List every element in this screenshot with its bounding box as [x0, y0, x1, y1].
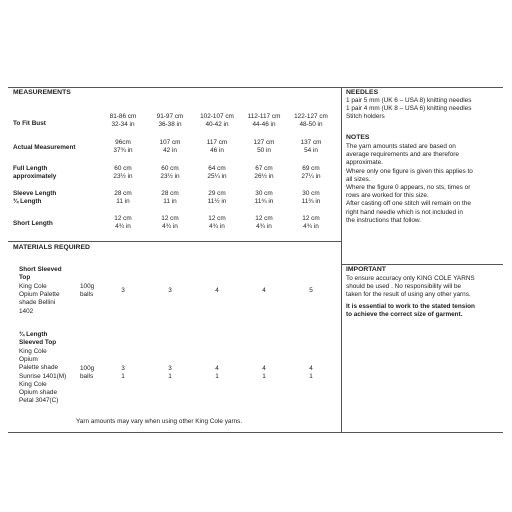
cell: 69 cm 27¼ in — [301, 165, 321, 181]
cell: 12 cm 4¾ in — [255, 215, 273, 231]
cell: 5 — [309, 287, 313, 294]
cell: 122-127 cm 48-50 in — [294, 113, 328, 129]
cell: 28 cm 11 in — [114, 190, 132, 206]
notes-text: The yarn amounts stated are based on average requirements and are therefore approximate. Where only one figure is given this applies to all sizes. Where the figure 0 appears, no sts, times or rows are worked for this size. After casting off one stitch will remain on the right hand needle which is not included in the instructions that follow. — [346, 143, 473, 224]
cell: 12 cm 4¾ in — [208, 215, 226, 231]
short-sleeve-title: Short Sleeved Top — [19, 266, 62, 282]
needles-text: 1 pair 5 mm (UK 6 – USA 8) knitting needles 1 pair 4 mm (UK 8 – USA 6) knitting needles Stitch holders — [346, 97, 472, 121]
top-rule — [8, 87, 503, 88]
cell: 81-86 cm 32-34 in — [109, 113, 137, 129]
important-heading: IMPORTANT — [346, 266, 386, 273]
cell: 127 cm 50 in — [253, 139, 275, 155]
cell: 30 cm 11¾ in — [301, 190, 321, 206]
cell: 4 1 — [309, 365, 313, 381]
column-divider — [341, 87, 342, 433]
row-label: Short Length — [13, 220, 53, 227]
cell: 91-97 cm 36-38 in — [156, 113, 184, 129]
cell: 4 — [215, 287, 219, 294]
cell: 102-107 cm 40-42 in — [200, 113, 234, 129]
cell: 4 1 — [215, 365, 219, 381]
cell: 64 cm 25¼ in — [207, 165, 227, 181]
materials-divider — [8, 241, 341, 242]
cell: 96cm 37¾ in — [113, 139, 133, 155]
cell: 30 cm 11¾ in — [254, 190, 274, 206]
cell: 12 cm 4¾ in — [161, 215, 179, 231]
three-quarter-sleeve-yarn: King Cole Opium Palette shade Sunrise 1401(M) King Cole Opium shade Petal 3047(C) — [19, 348, 67, 405]
row-label: Full Length approximately — [13, 165, 57, 181]
row-label: Actual Measurement — [13, 144, 76, 151]
tension-warning: It is essential to work to the stated tension to achieve the correct size of garment. — [346, 303, 475, 319]
cell: 107 cm 42 in — [159, 139, 181, 155]
cell: 3 — [168, 287, 172, 294]
short-sleeve-yarn: King Cole Opium Palette shade Bellini 1402 — [19, 283, 60, 315]
important-text: To ensure accuracy only KING COLE YARNS should be used . No responsibility will be taken for the result of using any other yarns. — [346, 275, 475, 299]
cell: 117 cm 46 in — [206, 139, 228, 155]
cell: 137 cm 54 in — [300, 139, 322, 155]
cell: 12 cm 4¾ in — [114, 215, 132, 231]
measurements-heading: MEASUREMENTS — [13, 89, 71, 96]
yarn-footnote: Yarn amounts may vary when using other King Cole yarns. — [76, 418, 243, 425]
short-sleeve-unit: 100g balls — [80, 283, 95, 299]
important-divider — [341, 264, 503, 265]
bottom-rule — [8, 432, 503, 433]
cell: 3 1 — [168, 365, 172, 381]
needles-heading: NEEDLES — [346, 89, 379, 96]
cell: 29 cm 11½ in — [207, 190, 227, 206]
cell: 3 — [121, 287, 125, 294]
cell: 60 cm 23½ in — [113, 165, 133, 181]
materials-heading: MATERIALS REQUIRED — [13, 244, 90, 251]
three-quarter-sleeve-unit: 100g balls — [80, 365, 95, 381]
row-label: Sleeve Length ¾ Length — [13, 190, 57, 206]
cell: 3 1 — [121, 365, 125, 381]
cell: 4 — [262, 287, 266, 294]
cell: 12 cm 4¾ in — [302, 215, 320, 231]
notes-heading: NOTES — [346, 134, 370, 141]
row-label: To Fit Bust — [13, 120, 46, 127]
cell: 60 cm 23½ in — [160, 165, 180, 181]
cell: 67 cm 26½ in — [254, 165, 274, 181]
cell: 28 cm 11 in — [161, 190, 179, 206]
cell: 112-117 cm 44-46 in — [247, 113, 281, 129]
cell: 4 1 — [262, 365, 266, 381]
three-quarter-sleeve-title: ¾ Length Sleeved Top — [19, 331, 57, 347]
